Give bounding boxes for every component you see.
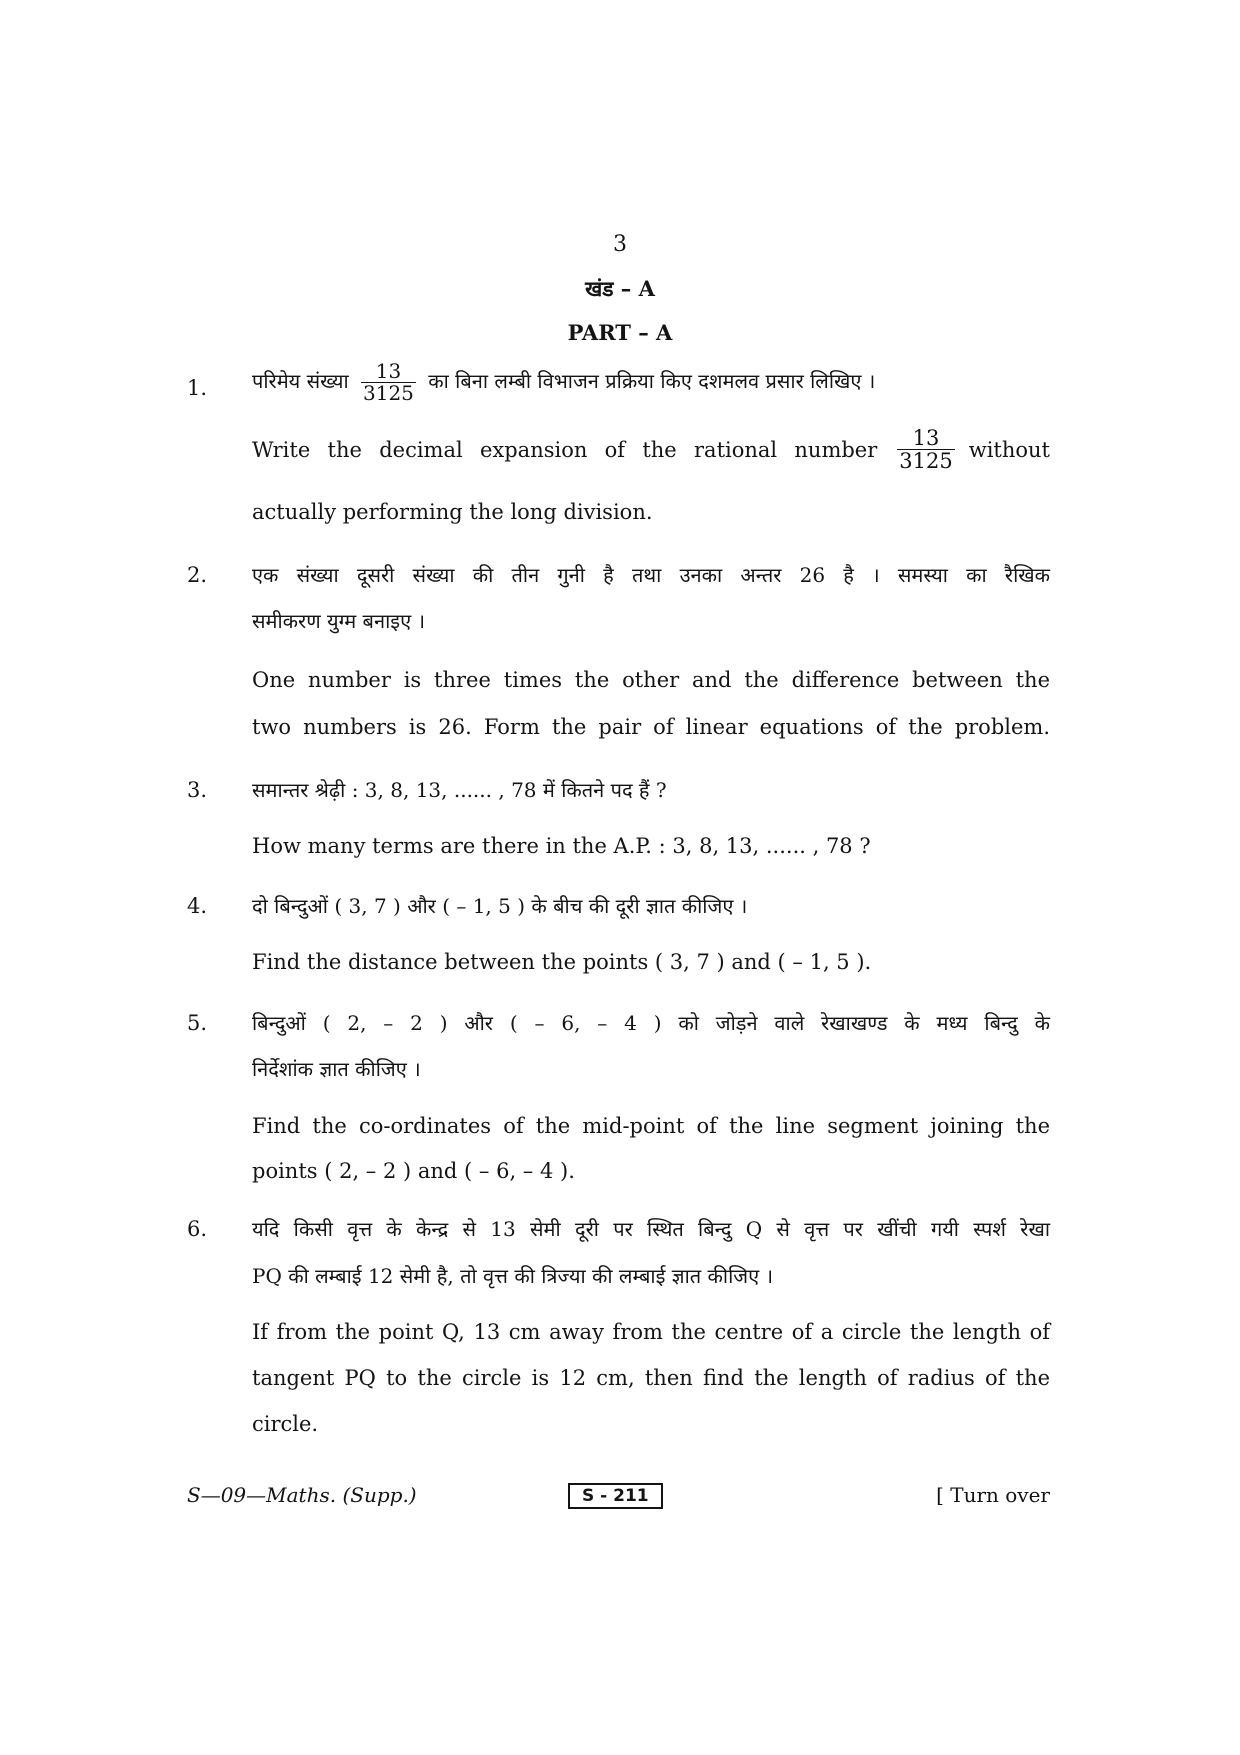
footer-subject: S—09—Maths. (Supp.) — [187, 1483, 417, 1507]
fraction-numerator: 13 — [912, 426, 940, 450]
page-number: 3 — [613, 232, 627, 257]
question-1-english-after: without — [968, 437, 1050, 462]
question-5-hindi-line-2: निर्देशांक ज्ञात कीजिए । — [252, 1057, 421, 1081]
question-2-number: 2. — [187, 563, 208, 587]
footer-turn-over: [ Turn over — [936, 1483, 1050, 1507]
question-1-english-line-2: actually performing the long division. — [252, 500, 653, 524]
fraction-denominator: 3125 — [363, 381, 414, 405]
fraction-13-over-3125 — [361, 361, 416, 404]
question-1-number: 1. — [187, 376, 208, 400]
question-2-english-line-1: One number is three times the other and the difference between the — [252, 668, 1050, 692]
question-2-english-line-2: two numbers is 26. Form the pair of linear equations of the problem. — [252, 715, 1050, 739]
question-2-hindi-line-2: समीकरण युग्म बनाइए । — [252, 609, 426, 633]
question-2-hindi-line-1: एक संख्या दूसरी संख्या की तीन गुनी है तथा उनका अन्तर 26 है । समस्या का रैखिक — [252, 563, 1050, 587]
question-6-number: 6. — [187, 1217, 208, 1241]
question-3-hindi: समान्तर श्रेढ़ी : 3, 8, 13, ...... , 78 में कितने पद हैं ? — [252, 778, 667, 802]
question-1-hindi — [252, 361, 1050, 404]
section-heading-hindi: खंड – A — [585, 276, 655, 301]
section-heading-english: PART – A — [567, 320, 673, 345]
question-6-english-line-1: If from the point Q, 13 cm away from the centre of a circle the length of — [252, 1320, 1050, 1344]
question-6-english-line-3: circle. — [252, 1412, 319, 1436]
question-3-english: How many terms are there in the A.P. : 3, 8, 13, ...... , 78 ? — [252, 834, 871, 858]
question-5-hindi-line-1: बिन्दुओं ( 2, – 2 ) और ( – 6, – 4 ) को जोड़ने वाले रेखाखण्ड के मध्य बिन्दु के — [252, 1011, 1050, 1035]
question-5-english-line-2: points ( 2, – 2 ) and ( – 6, – 4 ). — [252, 1159, 575, 1183]
question-6-hindi-line-2: PQ की लम्बाई 12 सेमी है, तो वृत्त की त्रिज्या की लम्बाई ज्ञात कीजिए । — [252, 1264, 774, 1288]
question-6-hindi-line-1: यदि किसी वृत्त के केन्द्र से 13 सेमी दूरी पर स्थित बिन्दु Q से वृत्त पर खींची गयी स्पर्श रेखा — [252, 1217, 1050, 1241]
fraction-numerator: 13 — [375, 359, 402, 383]
question-1-english-before: Write the decimal expansion of the rational number — [252, 437, 878, 462]
question-1-english-line-1 — [252, 427, 1050, 472]
question-5-number: 5. — [187, 1011, 208, 1035]
question-6-english-line-2: tangent PQ to the circle is 12 cm, then find the length of radius of the — [252, 1366, 1050, 1390]
question-4-english: Find the distance between the points ( 3, 7 ) and ( – 1, 5 ). — [252, 950, 872, 974]
footer-paper-code: S - 211 — [568, 1483, 663, 1509]
question-3-number: 3. — [187, 778, 208, 802]
question-1-hindi-before: परिमेय संख्या — [252, 369, 349, 393]
question-4-hindi: दो बिन्दुओं ( 3, 7 ) और ( – 1, 5 ) के बीच की दूरी ज्ञात कीजिए । — [252, 894, 748, 918]
fraction-denominator: 3125 — [899, 449, 953, 474]
fraction-13-over-3125-english — [897, 427, 954, 472]
question-5-english-line-1: Find the co-ordinates of the mid-point of the line segment joining the — [252, 1114, 1050, 1138]
question-4-number: 4. — [187, 894, 208, 918]
question-1-hindi-after: का बिना लम्बी विभाजन प्रक्रिया किए दशमलव प्रसार लिखिए । — [428, 369, 876, 393]
